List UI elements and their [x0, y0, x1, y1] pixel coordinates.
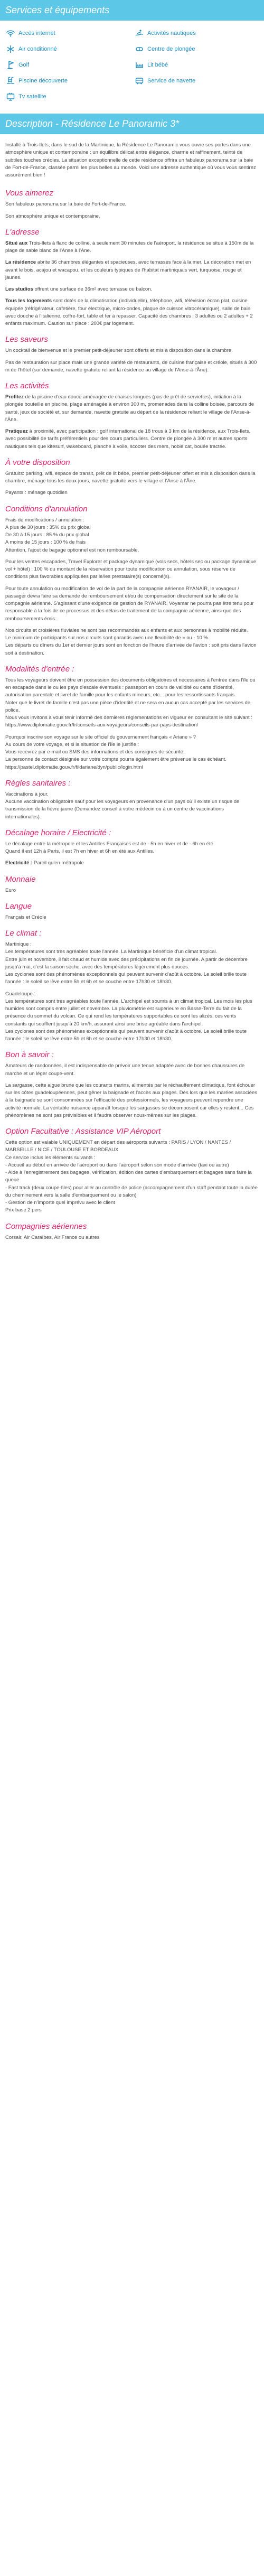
section-heading: Bon à savoir : [5, 1050, 54, 1060]
section-heading: Langue [5, 901, 32, 911]
paragraph-lead: Tous les logements [5, 298, 53, 304]
air-conditioning-icon [6, 45, 15, 53]
amenity-item [6, 61, 130, 69]
section-paragraph [5, 1234, 259, 1242]
section-paragraph [5, 394, 259, 424]
section-paragraph [5, 677, 259, 730]
paragraph-lead: Profitez [5, 394, 25, 400]
baby-bed-icon [135, 61, 144, 69]
shuttle-icon [135, 77, 144, 85]
section-heading: Le climat : [5, 929, 42, 938]
description-section [0, 505, 264, 657]
paragraph-text: Euro [5, 887, 16, 893]
section-paragraph [5, 627, 259, 657]
paragraph-text: Martinique : Les températures sont très agréables toute l'année. La Martinique bénéficie d'un climat tropical. Entre juin et novembre, il fait chaud et humide avec des précipitations en fin de journée. A partir de décembre jusqu'à mai, c'est la saison sèche, avec des températures légèrement plus douces. Les cyclones sont des phénomènes exceptionnels qui peuvent survenir d'août à octobre. Le soleil brille toute l'année : le soleil se lève entre 5h et 6h et se couche entre 17h30 et 18h30. [5, 941, 248, 985]
tv-icon [6, 92, 15, 101]
paragraph-text: Pourquoi inscrire son voyage sur le site officiel du gouvernement français « Ariane » ? Au cours de votre voyage, et si la situation de l'île le justifie : Vous recevrez par e-mail ou SMS des informations et des consignes de sécurité. La personne de contact désignée sur votre compte pourra également être prévenue le cas échéant. https://pastel.diplomatie.gouv.fr/fildariane/dyn/public/login.html [5, 734, 227, 770]
paragraph-text: Pour les ventes escapades, Travel Explorer et package dynamique (vols secs, hôtels sec ou package dynamique vol + hôtel) : 100 % du montant de la réservation pour toute modification ou annulation, sous réserve de conditions plus favorables appliquées par le/les prestataire(s) concerné(s). [5, 558, 257, 580]
section-heading: Vous aimerez [5, 189, 54, 198]
paragraph-text: Tous les voyageurs doivent être en possession des documents obligatoires et nécessaires à l'entrée dans l'île ou en escapade dans le ou les pays d'escale éventuels : passeport en cours de validité ou carte d'identité, autorisation parentale et livret de famille pour les enfants mineurs, etc... pour les ressortissants français. Noter que le livret de famille n'est pas une pièce d'identité et ne sera en aucun cas accepté par les services de police. Nous vous invitons à vous tenir informé des dernières réglementations en vigueur en consultant le site suivant : https://www.diplomatie.gouv.fr/fr/conseils-aux-voyageurs/conseils-par-pays-destination/ [5, 677, 256, 729]
description-section [0, 335, 264, 374]
section-paragraph [5, 517, 259, 554]
paragraph-text: Son fabuleux panorama sur la baie de Fort-de-France. [5, 201, 127, 208]
wifi-icon [6, 29, 15, 38]
description-section [0, 779, 264, 821]
description-section [0, 458, 264, 497]
paragraph-text: Le décalage entre la métropole et les Antilles Françaises est de - 5h en hiver et de - 6h en été. Quand il est 12h à Paris, il est 7h en hiver et 6h en été aux Antilles. [5, 841, 215, 854]
description-section [0, 875, 264, 894]
amenity-label: Accès internet [18, 30, 55, 36]
amenity-item [6, 77, 130, 85]
amenity-label: Piscine découverte [18, 78, 68, 84]
paragraph-text: Son atmosphère unique et contemporaine. [5, 213, 100, 219]
section-heading: Règles sanitaires : [5, 778, 71, 788]
description-section [0, 665, 264, 771]
description-banner: Description - Résidence Le Panoramic 3* [0, 114, 264, 134]
paragraph-text: Gratuits: parking, wifi, espace de transit, prêt de lit bébé, premier petit-déjeuner offert et mis à disposition dans la chambre, ménage tous les deux jours, navette gratuite vers le village et l'Anse à l'Âne. [5, 470, 256, 484]
services-banner: Services et équipements [0, 0, 264, 21]
section-paragraph [5, 359, 259, 375]
section-heading: À votre disposition [5, 458, 70, 467]
amenity-label: Golf [18, 62, 30, 68]
paragraph-text: Vaccinations à jour. Aucune vaccination obligatoire sauf pour les voyageurs en provenance d'un pays où il existe un risque de transmission de la fièvre jaune (Demandez conseil à votre médecin ou à un centre de vaccinations internationales). [5, 791, 240, 820]
amenity-label: Air conditionné [18, 46, 57, 52]
section-heading: Conditions d'annulation [5, 504, 88, 514]
amenity-label: Service de navette [147, 78, 196, 84]
section-paragraph [5, 1139, 259, 1215]
paragraph-text: Amateurs de randonnées, il est indispensable de prévoir une tenue adaptée avec de bonnes chaussures de marche et un léger coupe-vent. [5, 1063, 245, 1077]
amenity-label: Activités nautiques [147, 30, 196, 36]
amenity-item [135, 29, 259, 38]
section-paragraph [5, 470, 259, 486]
paragraph-lead: Pratiquez [5, 428, 30, 434]
section-paragraph [5, 841, 259, 856]
section-heading: Décalage horaire / Electricité : [5, 828, 111, 837]
section-paragraph [5, 428, 259, 451]
section-paragraph [5, 558, 259, 581]
section-heading: Option Facultative : Assistance VIP Aéroport [5, 1127, 161, 1136]
description-section [0, 228, 264, 328]
paragraph-lead: Electricité : [5, 860, 34, 866]
section-paragraph [5, 213, 259, 220]
section-heading: Les saveurs [5, 335, 48, 344]
section-paragraph [5, 1082, 259, 1119]
paragraph-lead: La résidence [5, 259, 37, 266]
description-section [0, 381, 264, 451]
section-heading: Modalités d'entrée : [5, 664, 74, 674]
section-paragraph [5, 347, 259, 354]
section-heading: Les activités [5, 381, 49, 390]
paragraph-text: offrent une surface de 36m² avec terrasse ou balcon. [34, 286, 153, 292]
description-section [0, 1222, 264, 1242]
description-section [0, 1127, 264, 1215]
paragraph-text: à proximité, avec participation : golf international de 18 trous à 3 km de la résidence, aux Trois-Ilets, avec possibilité de tarifs préférentiels pour des cours particuliers. Centre de plongée à 300 m et autres sports nautiques tels que kitesurf, wakeboard, planche à voile, scooter des mers, hobie cat, bouée tractée. [5, 428, 251, 450]
section-paragraph [5, 240, 259, 255]
amenity-label: Tv satellite [18, 94, 46, 100]
paragraph-text: Un cocktail de bienvenue et le premier petit-déjeuner sont offerts et mis à disposition dans la chambre. [5, 348, 233, 354]
paragraph-text: Pareil qu'en métropole [33, 860, 84, 866]
paragraph-text: Corsair, Air Caraïbes, Air France ou autres [5, 1234, 100, 1240]
paragraph-text: La sargasse, cette algue brune que les courants marins, alimentés par le réchauffement climatique, font échouer sur les côtes guadeloupéennes, peut gêner la baignade et l'accès aux plages. Dès lors que les marées associées à la baignade se sont consommées sur l'efficacité des professionnels, les voyageurs peuvent rependre une activité normale. La véritable nuisance apparaît lorsque les sargasses se décomposent car elles y restent... Ces phénomènes ne sont pas prévisibles et il faudra observer nous-mêmes sur les plages. [5, 1082, 258, 1118]
amenities-grid [0, 24, 264, 108]
section-paragraph [5, 201, 259, 208]
section-heading: L'adresse [5, 227, 40, 237]
paragraph-text: Guadeloupe : Les températures sont très agréables toute l'année. L'archipel est soumis à un climat tropical. Les mois les plus humides sont compris entre juillet et novembre. La pluviométrie est supérieure en Basse-Terre du fait de la présence du sommet du volcan. Ce qui rend les températures supportables ce sont les alizés, ces vents constants qui soufflent jusqu'à 20 km/h, assurant ainsi une brise agréable dans l'archipel. Les cyclones sont des phénomènes exceptionnels qui peuvent survenir d'août à octobre. Le soleil brille toute l'année : le soleil se lève entre 5h et 6h et se couche entre 17h30 et 18h30. [5, 991, 252, 1042]
paragraph-text: Trois-Ilets à flanc de colline, à seulement 30 minutes de l'aéroport, la résidence se situe à 150m de la plage de sable blanc de l'Anse à l'Ane. [5, 240, 254, 254]
amenity-label: Lit bébé [147, 62, 168, 68]
diving-icon [135, 45, 144, 53]
amenity-item [6, 92, 130, 101]
section-paragraph [5, 914, 259, 921]
paragraph-text: Pour toute annulation ou modification de vol de la part de la compagnie aérienne RYANAIR, le voyageur / passager devra faire sa demande de remboursement et/ou de compensation directement sur le site de la compagnie aérienne. S'agissant d'une exigence de gestion de RYANAIR, Voyamar ne pourra pas être tenu pour responsable à la fois de ce processus et des délais de traitement de la compagnie aérienne, ainsi que des remboursements émis. [5, 585, 254, 622]
intro-text: Installé à Trois-Ilets, dans le sud de la Martinique, la Résidence Le Panoramic vous ouvre ses portes dans une atmosphère unique et contemporaine : un équilibre délicat entre élégance, charme et raffinement, teinté de subtiles touches créoles. La situation exceptionnelle de cette résidence offrira un fabuleux panorama sur la baie de Fort-de-France, classée parmi les plus belles au monde. Voici une adresse authentique où vous vous sentirez assurément bien ! [5, 142, 256, 178]
amenity-item [6, 29, 130, 38]
section-paragraph [5, 860, 259, 867]
amenity-item [135, 45, 259, 53]
paragraph-text: de la piscine d'eau douce aménagée de chaises longues (pas de prêt de serviettes), initiation à la plongée bouteille en piscine, plage aménagée à environ 300 m, promenades dans la colline boisée, parcours de santé, jeux de société et, sur demande, navette gratuite au départ de la résidence reliant le village de l'Anse-à-l'Âne. [5, 394, 254, 423]
pool-icon [6, 77, 15, 85]
amenity-item [135, 61, 259, 69]
paragraph-text: Cette option est valable UNIQUEMENT en départ des aéroports suivants : PARIS / LYON / NANTES / MARSEILLE / NICE / TOULOUSE ET BORDEAUX Ce service inclus les éléments suivants : - Accueil au début en arrivée de l'aéroport ou dans l'aéroport selon son mode d'arrivée (taxi ou autre) - Aide à l'enregistrement des bagages, vérification, édition des cartes d'embarquement et bagages sans faire la queue - Fast track (deux coupe-files) pour aller au contrôle de police (accompagnement d'un staff pendant toute la durée du cheminement vers la salle d'embarquement ou le salon) - Gestion de n'importe quel imprévu avec le client Prix base 2 pers [5, 1140, 258, 1214]
section-paragraph [5, 585, 259, 623]
water-sports-icon [135, 29, 144, 38]
section-paragraph [5, 1062, 259, 1078]
amenity-item [6, 45, 130, 53]
section-paragraph [5, 734, 259, 771]
section-paragraph [5, 791, 259, 821]
paragraph-text: Français et Créole [5, 914, 46, 920]
description-section [0, 1050, 264, 1119]
paragraph-text: Nos circuits et croisières fluviales ne sont pas recommandés aux enfants et aux personnes à mobilité réduite. Le minimum de participants sur nos circuits sont garantis avec une flexibilité de « ou - 10 %. Les départs ou dîners du 1er et dernier jours sont en fonction de l'heure d'arrivée de l'avion : soit pris dans l'avion soit à destination. [5, 627, 257, 656]
paragraph-lead: Situé aux [5, 240, 29, 246]
section-paragraph [5, 941, 259, 986]
section-paragraph [5, 489, 259, 497]
paragraph-lead: Les studios [5, 286, 35, 292]
paragraph-text: abrite 36 chambres élégantes et spacieuses, avec terrasses face à la mer. La décoration met en avant le bois, acajou et wacapou, et les couleurs typiques de l'habitat martiniquais vert, turquoise, rouge et jaunes. [5, 259, 251, 281]
section-paragraph [5, 259, 259, 282]
section-heading: Compagnies aériennes [5, 1221, 87, 1231]
amenity-item [135, 77, 259, 85]
description-section [0, 828, 264, 867]
section-paragraph [5, 887, 259, 894]
section-paragraph [5, 286, 259, 293]
paragraph-text: sont dotés de la climatisation (individuelle), téléphone, wifi, télévision écran plat, cuisine équipée (réfrigérateur, cafetière, four électrique, micro-ondes, plaque de cuisson vitrocéramique), salle de bain avec douche à l'italienne, coffre-fort, table et fer à repasser. Capacité des chambres : 3 adultes ou 2 adultes + 2 enfants maximum. Caution sur place : 200€ par logement. [5, 298, 253, 326]
golf-icon [6, 61, 15, 69]
description-section [0, 902, 264, 921]
description-section [0, 929, 264, 1043]
paragraph-text: Frais de modifications / annulation : A plus de 30 jours : 35% du prix global De 30 à 15 jours : 85 % du prix global A moins de 15 jours : 100 % de frais Attention, l'ajout de bagage optionnel est non remboursable. [5, 517, 139, 553]
description-sections [0, 189, 264, 1242]
section-paragraph [5, 991, 259, 1043]
paragraph-text: Pas de restauration sur place mais une grande variété de restaurants, de cuisine française et créole, situés à 300 m de l'hôtel (sur demande, navette gratuite reliant la résidence au village de l'Anse-à-l'Âne). [5, 359, 257, 373]
section-heading: Monnaie [5, 874, 36, 884]
description-section [0, 189, 264, 220]
section-paragraph [5, 297, 259, 328]
amenity-label: Centre de plongée [147, 46, 195, 52]
paragraph-text: Payants : ménage quotidien [5, 490, 68, 496]
